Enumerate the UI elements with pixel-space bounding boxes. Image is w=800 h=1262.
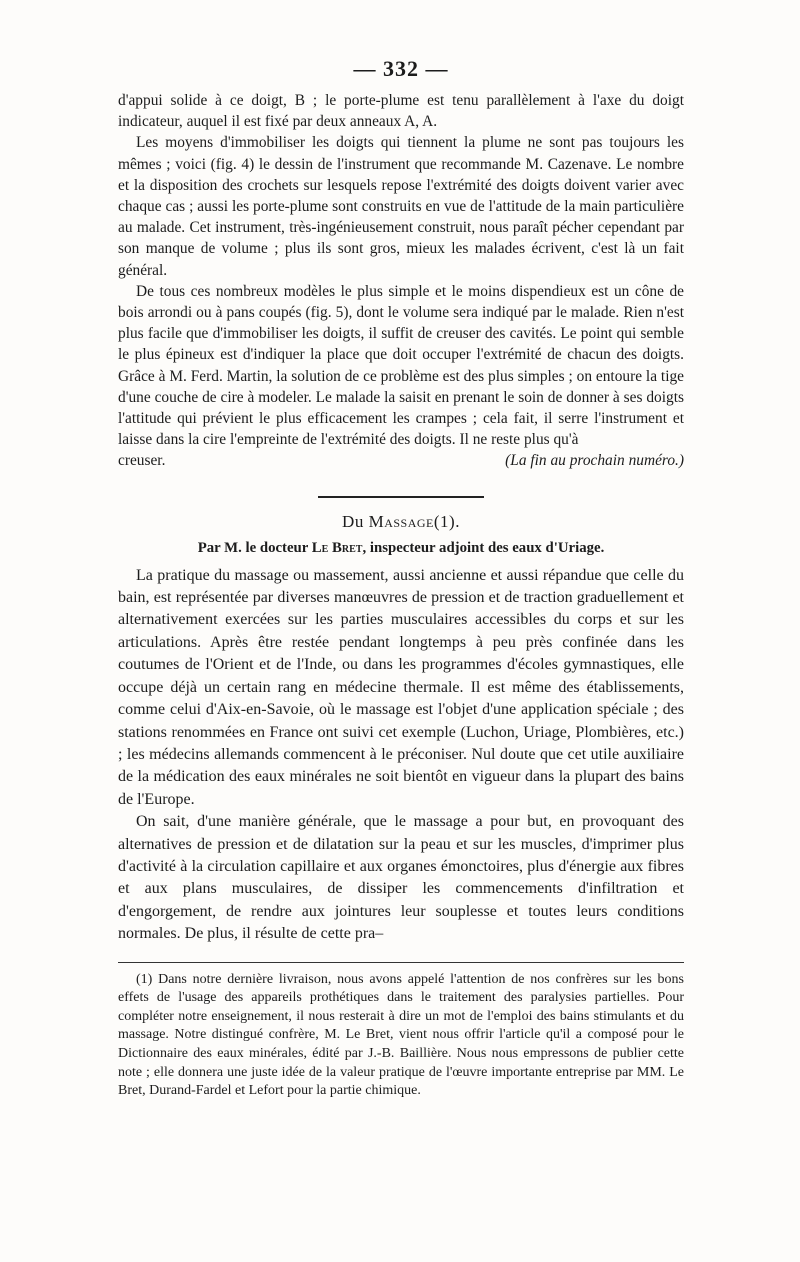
paragraph-wooden-cone: De tous ces nombreux modèles le plus simple et le moins dispendieux est un cône de bois arrondi ou à pans coupés (fig. 5), dont le volume sera indiqué par le malade. Rien n'est plus facile que d'immobiliser les doigts, il suffit de creuser des cavités. Le point qui semble le plus épineux est d'indiquer la place que doit occuper l'extrémité de chacun des doigts. Grâce à M. Ferd. Martin, la solution de ce problème est des plus simples ; on entoure la tige d'une couche de cire à modeler. Le malade la saisit en prenant le soin de donner à ses doigts l'attitude qui prévient le plus efficacement les crampes ; cela fait, il serre l'instrument et laisse dans la cire l'empreinte de l'extrémité des doigts. Il ne reste plus qu'à [118, 282, 684, 449]
article-byline [118, 540, 684, 557]
paragraph-continued: d'appui solide à ce doigt, B ; le porte-plume est tenu parallèlement à l'axe du doigt indicateur, auquel il est fixé par deux anneaux A, A. [118, 92, 684, 131]
article-title-main: Massage [368, 511, 434, 531]
article-paragraph-1: La pratique du massage ou massement, aussi ancienne et aussi répandue que celle du bain, est représentée par diverses manœuvres de pression et de traction graduellement et alternativement exercées sur les parties musculaires accessibles du corps et sur les articulations. Après être restée pendant longtemps à peu près confinée dans les coutumes de l'Orient et de l'Inde, ou dans les programmes d'écoles gymnastiques, elle occupe déjà un certain rang en médecine thermale. Il est même des établissements, comme celui d'Aix-en-Savoie, où le massage est l'objet d'une application spéciale ; des stations renommées en France ont suivi cet exemple (Luchon, Uriage, Plombières, etc.) ; les médecins allemands commencent à le préconiser. Nul doute que cet utile auxiliaire de la médication des eaux minérales ne soit bientôt en vigueur dans la plupart des bains de l'Europe. [118, 566, 684, 808]
page-number: — 332 — [353, 56, 449, 81]
article-title-prefix: Du [342, 511, 369, 531]
byline-prefix: Par M. le docteur [197, 539, 312, 556]
paragraph-last-line [118, 450, 684, 471]
article-title [118, 512, 684, 532]
section-divider [318, 496, 484, 498]
byline-author: Le Bret [311, 539, 363, 556]
article-title-mark: (1). [433, 511, 460, 531]
footnote-divider [118, 962, 684, 963]
article-paragraph-2: On sait, d'une manière générale, que le massage a pour but, en provoquant des alternatives de pression et de dilatation sur la peau et sur les muscles, d'imprimer plus d'activité à la circulation capillaire et aux organes émonctoires, plus d'énergie aux fibres et aux plans musculaires, de dissiper les commencements d'infiltration et d'engorgement, de rendre aux jointures leur souplesse et toutes leurs conditions normales. De plus, il résulte de cette pra– [118, 813, 684, 943]
document-page [118, 56, 684, 1101]
footnote: (1) Dans notre dernière livraison, nous avons appelé l'attention de nos confrères sur les bons effets de l'usage des appareils prothétiques dans le traitement des paralysies partielles. Pour compléter notre enseignement, il nous resterait à dire un mot de l'emploi des bains stimulants et du massage. Notre distingué confrère, M. Le Bret, vient nous offrir l'article qu'il a composé pour le Dictionnaire des eaux minérales, édité par J.-B. Baillière. Nous nous empressons de publier cette note ; elle donnera une juste idée de la valeur pratique de l'œuvre importante entreprise par MM. Le Bret, Durand-Fardel et Lefort pour la partie chimique. [118, 971, 684, 1099]
paragraph-end-word: creuser. [118, 452, 166, 470]
paragraph-instruments: Les moyens d'immobiliser les doigts qui tiennent la plume ne sont pas toujours les mêmes ; voici (fig. 4) le dessin de l'instrument que recommande M. Cazenave. Le nombre et la disposition des crochets sur lesquels repose l'extrémité des doigts doivent varier avec chaque cas ; aussi les porte-plume sont construits en vue de l'attitude de la main particulière au malade. Cet instrument, très-ingénieusement construit, nous paraît pécher cependant par son manque de volume ; plus ils sont gros, mieux les malades écrivent, c'est là un fait général. [118, 134, 684, 279]
byline-suffix: , inspecteur adjoint des eaux d'Uriage. [362, 539, 605, 556]
continuation-note: (La fin au prochain numéro.) [505, 452, 684, 470]
